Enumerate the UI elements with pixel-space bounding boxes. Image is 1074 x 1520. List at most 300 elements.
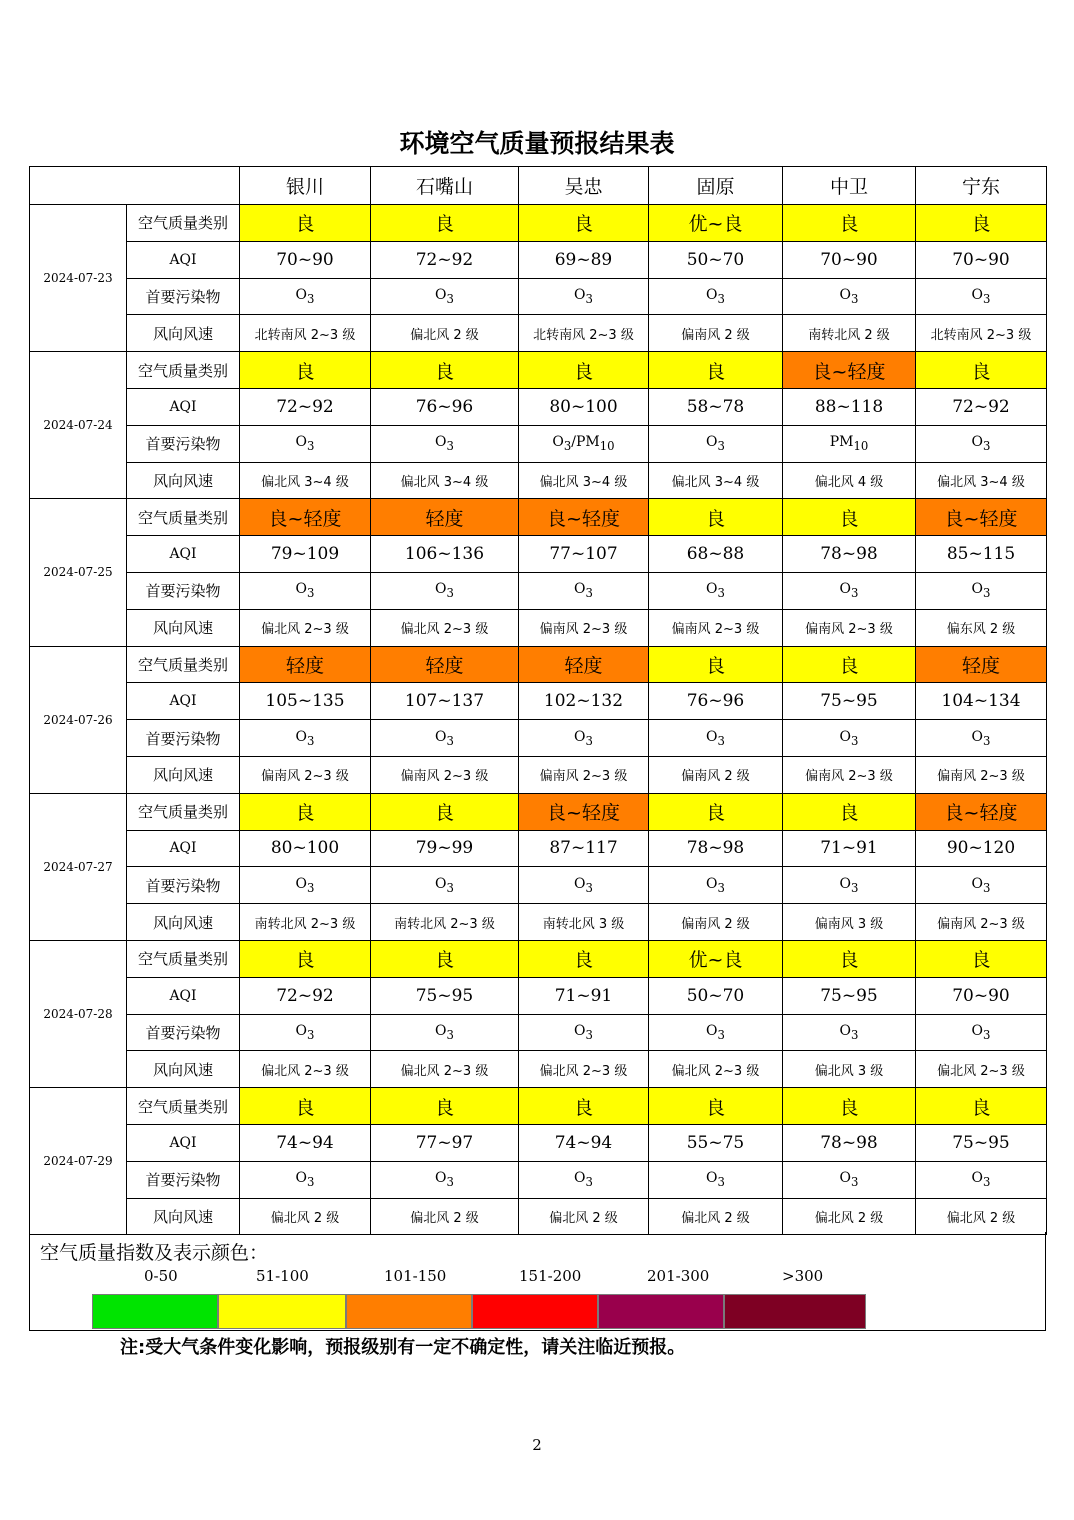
pollutant-subscript: 3 [307, 1175, 315, 1190]
wind-cell: 偏北风 2 级 [371, 1198, 519, 1235]
pollutant-name: O [435, 287, 447, 304]
primary-pollutant-cell [783, 572, 916, 609]
primary-pollutant-cell [371, 425, 519, 462]
pollutant-name: O [295, 287, 308, 304]
aqi-category-cell: 良 [519, 352, 649, 389]
aqi-category-cell: 良~轻度 [916, 499, 1047, 536]
pollutant-subscript: 3 [983, 880, 991, 895]
row-label-category: 空气质量类别 [127, 352, 240, 389]
pollutant-name: O [971, 581, 984, 598]
pollutant-name: O [435, 1170, 447, 1187]
forecast-date: 2024-07-28 [30, 940, 127, 1087]
pollutant-subscript: 3 [851, 586, 859, 601]
aqi-range-cell: 102~132 [519, 683, 649, 720]
pollutant-name: O [971, 728, 984, 745]
primary-pollutant-cell [519, 1014, 649, 1051]
primary-pollutant-cell [240, 572, 371, 609]
wind-cell: 偏南风 2~3 级 [240, 756, 371, 793]
pollutant-subscript: 3 [717, 291, 725, 306]
row-label-aqi: AQI [127, 683, 240, 720]
pollutant-name: O [295, 728, 308, 745]
wind-cell: 南转北风 3 级 [519, 904, 649, 941]
wind-cell: 偏南风 2~3 级 [783, 756, 916, 793]
primary-pollutant-cell [649, 572, 783, 609]
aqi-range-cell: 75~95 [371, 977, 519, 1014]
pollutant-name: O [295, 434, 308, 451]
legend-color-swatch [346, 1294, 472, 1329]
row-pollutant [30, 572, 1047, 609]
wind-cell: 偏南风 2~3 级 [519, 609, 649, 646]
primary-pollutant-cell [649, 720, 783, 757]
aqi-range-cell: 55~75 [649, 1124, 783, 1161]
pollutant-subscript: 3 [983, 1175, 991, 1190]
primary-pollutant-cell [519, 278, 649, 315]
pollutant-name: O [971, 1023, 984, 1040]
wind-cell: 偏北风 2 级 [783, 1198, 916, 1235]
pollutant-subscript: 3 [717, 439, 725, 454]
pollutant-name: O [435, 581, 447, 598]
wind-cell: 偏南风 2 级 [649, 756, 783, 793]
aqi-category-cell: 良~轻度 [240, 499, 371, 536]
pollutant-name: O [971, 287, 984, 304]
aqi-range-cell: 58~78 [649, 388, 783, 425]
legend-range-label: 201-300 [647, 1267, 710, 1285]
primary-pollutant-cell [916, 425, 1047, 462]
aqi-category-cell: 优~良 [649, 205, 783, 242]
wind-cell: 偏北风 2~3 级 [371, 609, 519, 646]
pollutant-subscript: 3 [446, 586, 454, 601]
row-aqi [30, 388, 1047, 425]
wind-cell: 偏南风 2~3 级 [916, 756, 1047, 793]
primary-pollutant-cell [240, 425, 371, 462]
wind-cell: 偏北风 3~4 级 [371, 462, 519, 499]
aqi-category-cell: 良 [783, 940, 916, 977]
aqi-range-cell: 107~137 [371, 683, 519, 720]
aqi-category-cell: 良 [240, 793, 371, 830]
primary-pollutant-cell [371, 572, 519, 609]
primary-pollutant-cell [240, 1161, 371, 1198]
header-row [30, 167, 1047, 205]
pollutant-name: O [839, 728, 852, 745]
aqi-category-cell: 良 [519, 940, 649, 977]
city-header: 银川 [240, 167, 371, 205]
forecast-date: 2024-07-27 [30, 793, 127, 940]
aqi-range-cell: 69~89 [519, 241, 649, 278]
pollutant-subscript: 3 [585, 1027, 593, 1042]
wind-cell: 偏北风 2 级 [371, 315, 519, 352]
pollutant-name: O [574, 287, 586, 304]
aqi-range-cell: 85~115 [916, 536, 1047, 573]
aqi-range-cell: 71~91 [783, 830, 916, 867]
aqi-category-cell: 良 [371, 1088, 519, 1125]
row-label-category: 空气质量类别 [127, 1088, 240, 1125]
primary-pollutant-cell [519, 867, 649, 904]
wind-cell: 偏北风 3~4 级 [649, 462, 783, 499]
row-label-category: 空气质量类别 [127, 646, 240, 683]
row-wind [30, 462, 1047, 499]
pollutant-subscript: 3 [446, 733, 454, 748]
row-label-aqi: AQI [127, 241, 240, 278]
aqi-range-cell: 70~90 [916, 977, 1047, 1014]
aqi-range-cell: 75~95 [916, 1124, 1047, 1161]
wind-cell: 偏南风 2~3 级 [916, 904, 1047, 941]
aqi-range-cell: 71~91 [519, 977, 649, 1014]
pollutant-subscript: 3 [585, 880, 593, 895]
pollutant-name: O [435, 728, 447, 745]
pollutant-subscript: 3 [563, 439, 572, 454]
aqi-category-cell: 良 [783, 499, 916, 536]
row-label-pollutant: 首要污染物 [127, 1161, 240, 1198]
aqi-category-cell: 良~轻度 [519, 499, 649, 536]
pollutant-name: O [552, 434, 564, 451]
pollutant-name: O [435, 875, 447, 892]
pollutant-name: PM [829, 434, 854, 451]
aqi-range-cell: 87~117 [519, 830, 649, 867]
wind-cell: 北转南风 2~3 级 [240, 315, 371, 352]
pollutant-subscript: 3 [851, 1027, 859, 1042]
aqi-category-cell: 良 [240, 1088, 371, 1125]
aqi-category-cell: 良 [240, 352, 371, 389]
aqi-category-cell: 轻度 [371, 499, 519, 536]
aqi-range-cell: 77~97 [371, 1124, 519, 1161]
row-pollutant [30, 425, 1047, 462]
legend-range-label: 101-150 [384, 1267, 447, 1285]
pollutant-name: O [706, 1023, 718, 1040]
row-label-category: 空气质量类别 [127, 793, 240, 830]
pollutant-subscript: 3 [717, 880, 725, 895]
pollutant-name: O [971, 1170, 984, 1187]
pollutant-name: O [295, 1170, 308, 1187]
pollutant-subscript: 3 [307, 733, 315, 748]
primary-pollutant-cell [783, 867, 916, 904]
city-header: 固原 [649, 167, 783, 205]
primary-pollutant-cell [783, 425, 916, 462]
row-category [30, 1088, 1047, 1125]
row-aqi [30, 977, 1047, 1014]
wind-cell: 偏北风 3 级 [783, 1051, 916, 1088]
pollutant-name: /PM [571, 434, 600, 451]
forecast-note: 注:受大气条件变化影响，预报级别有一定不确定性，请关注临近预报。 [120, 1337, 686, 1358]
aqi-range-cell: 80~100 [519, 388, 649, 425]
aqi-category-cell: 良 [783, 646, 916, 683]
primary-pollutant-cell [916, 572, 1047, 609]
pollutant-subscript: 3 [717, 1175, 725, 1190]
row-label-pollutant: 首要污染物 [127, 1014, 240, 1051]
pollutant-subscript: 3 [446, 439, 454, 454]
aqi-category-cell: 良 [916, 205, 1047, 242]
wind-cell: 偏北风 3~4 级 [916, 462, 1047, 499]
aqi-category-cell: 良~轻度 [916, 793, 1047, 830]
aqi-range-cell: 79~109 [240, 536, 371, 573]
primary-pollutant-cell [371, 720, 519, 757]
row-category [30, 352, 1047, 389]
legend-range-label: 51-100 [256, 1267, 309, 1285]
row-pollutant [30, 1161, 1047, 1198]
pollutant-subscript: 3 [446, 1175, 454, 1190]
legend-range-label: 151-200 [519, 1267, 582, 1285]
row-label-wind: 风向风速 [127, 756, 240, 793]
aqi-range-cell: 50~70 [649, 977, 783, 1014]
aqi-range-cell: 77~107 [519, 536, 649, 573]
wind-cell: 偏北风 2 级 [649, 1198, 783, 1235]
primary-pollutant-cell [240, 867, 371, 904]
wind-cell: 偏北风 4 级 [783, 462, 916, 499]
aqi-range-cell: 50~70 [649, 241, 783, 278]
pollutant-name: O [706, 434, 718, 451]
primary-pollutant-cell [519, 720, 649, 757]
row-label-pollutant: 首要污染物 [127, 867, 240, 904]
primary-pollutant-cell [371, 1014, 519, 1051]
aqi-range-cell: 74~94 [519, 1124, 649, 1161]
row-label-category: 空气质量类别 [127, 499, 240, 536]
row-label-aqi: AQI [127, 830, 240, 867]
aqi-range-cell: 72~92 [916, 388, 1047, 425]
wind-cell: 偏北风 2~3 级 [371, 1051, 519, 1088]
aqi-category-cell: 良 [649, 352, 783, 389]
primary-pollutant-cell [371, 278, 519, 315]
pollutant-subscript: 3 [983, 1027, 991, 1042]
primary-pollutant-cell [783, 1161, 916, 1198]
legend-range-label: 0-50 [144, 1267, 178, 1285]
primary-pollutant-cell [649, 278, 783, 315]
primary-pollutant-cell [916, 1161, 1047, 1198]
page-number: 2 [532, 1436, 542, 1454]
aqi-range-cell: 68~88 [649, 536, 783, 573]
aqi-range-cell: 70~90 [240, 241, 371, 278]
legend-title: 空气质量指数及表示颜色： [40, 1242, 269, 1264]
pollutant-name: O [435, 1023, 447, 1040]
wind-cell: 偏北风 2~3 级 [649, 1051, 783, 1088]
aqi-range-cell: 72~92 [240, 977, 371, 1014]
aqi-category-cell: 轻度 [240, 646, 371, 683]
row-aqi [30, 1124, 1047, 1161]
pollutant-name: O [706, 581, 718, 598]
aqi-category-cell: 良 [519, 205, 649, 242]
row-label-wind: 风向风速 [127, 904, 240, 941]
row-wind [30, 756, 1047, 793]
forecast-table [29, 166, 1047, 1235]
wind-cell: 偏北风 2~3 级 [519, 1051, 649, 1088]
aqi-range-cell: 70~90 [783, 241, 916, 278]
wind-cell: 偏东风 2 级 [916, 609, 1047, 646]
aqi-range-cell: 105~135 [240, 683, 371, 720]
aqi-category-cell: 良 [916, 940, 1047, 977]
aqi-category-cell: 轻度 [371, 646, 519, 683]
row-wind [30, 1051, 1047, 1088]
pollutant-name: O [706, 875, 718, 892]
aqi-range-cell: 80~100 [240, 830, 371, 867]
row-wind [30, 315, 1047, 352]
wind-cell: 偏北风 2~3 级 [240, 1051, 371, 1088]
aqi-legend [29, 1232, 1046, 1331]
wind-cell: 南转北风 2~3 级 [371, 904, 519, 941]
aqi-category-cell: 良 [240, 205, 371, 242]
pollutant-subscript: 3 [585, 291, 593, 306]
row-pollutant [30, 278, 1047, 315]
wind-cell: 南转北风 2 级 [783, 315, 916, 352]
wind-cell: 偏南风 2~3 级 [649, 609, 783, 646]
pollutant-name: O [971, 875, 984, 892]
aqi-range-cell: 78~98 [649, 830, 783, 867]
wind-cell: 偏南风 2~3 级 [519, 756, 649, 793]
legend-color-swatch [218, 1294, 346, 1329]
wind-cell: 北转南风 2~3 级 [519, 315, 649, 352]
aqi-range-cell: 104~134 [916, 683, 1047, 720]
wind-cell: 偏南风 2 级 [649, 315, 783, 352]
primary-pollutant-cell [916, 867, 1047, 904]
aqi-category-cell: 优~良 [649, 940, 783, 977]
pollutant-subscript: 3 [717, 1027, 725, 1042]
aqi-range-cell: 70~90 [916, 241, 1047, 278]
aqi-category-cell: 良 [649, 793, 783, 830]
pollutant-name: O [839, 581, 852, 598]
aqi-range-cell: 72~92 [240, 388, 371, 425]
row-wind [30, 1198, 1047, 1235]
pollutant-subscript: 3 [983, 291, 991, 306]
row-aqi [30, 241, 1047, 278]
pollutant-subscript: 3 [446, 880, 454, 895]
forecast-date: 2024-07-24 [30, 352, 127, 499]
pollutant-subscript: 3 [307, 291, 315, 306]
legend-color-swatch [598, 1294, 724, 1329]
wind-cell: 北转南风 2~3 级 [916, 315, 1047, 352]
legend-color-swatch [472, 1294, 598, 1329]
row-category [30, 499, 1047, 536]
aqi-category-cell: 轻度 [519, 646, 649, 683]
pollutant-subscript: 3 [585, 586, 593, 601]
pollutant-name: O [295, 581, 308, 598]
row-wind [30, 904, 1047, 941]
wind-cell: 偏南风 2~3 级 [371, 756, 519, 793]
row-label-aqi: AQI [127, 1124, 240, 1161]
wind-cell: 偏南风 2 级 [649, 904, 783, 941]
pollutant-name: O [574, 1023, 586, 1040]
city-header: 石嘴山 [371, 167, 519, 205]
city-header: 吴忠 [519, 167, 649, 205]
primary-pollutant-cell [371, 1161, 519, 1198]
aqi-category-cell: 良 [783, 1088, 916, 1125]
pollutant-subscript: 3 [307, 439, 315, 454]
wind-cell: 偏北风 2~3 级 [240, 609, 371, 646]
primary-pollutant-cell [916, 1014, 1047, 1051]
pollutant-subscript: 3 [446, 291, 454, 306]
pollutant-name: O [706, 1170, 718, 1187]
pollutant-subscript: 3 [851, 880, 859, 895]
aqi-category-cell: 良 [649, 499, 783, 536]
pollutant-name: O [574, 875, 586, 892]
wind-cell: 偏北风 2~3 级 [916, 1051, 1047, 1088]
row-label-category: 空气质量类别 [127, 940, 240, 977]
aqi-category-cell: 良 [783, 205, 916, 242]
aqi-range-cell: 88~118 [783, 388, 916, 425]
row-pollutant [30, 867, 1047, 904]
primary-pollutant-cell [649, 425, 783, 462]
primary-pollutant-cell [783, 1014, 916, 1051]
primary-pollutant-cell [240, 1014, 371, 1051]
row-label-pollutant: 首要污染物 [127, 278, 240, 315]
pollutant-name: O [295, 875, 308, 892]
aqi-category-cell: 良 [371, 352, 519, 389]
aqi-category-cell: 良~轻度 [783, 352, 916, 389]
row-label-wind: 风向风速 [127, 462, 240, 499]
row-label-pollutant: 首要污染物 [127, 720, 240, 757]
row-aqi [30, 683, 1047, 720]
row-category [30, 646, 1047, 683]
pollutant-subscript: 3 [307, 880, 315, 895]
pollutant-subscript: 10 [599, 439, 615, 454]
primary-pollutant-cell [649, 1161, 783, 1198]
forecast-date: 2024-07-25 [30, 499, 127, 646]
aqi-range-cell: 76~96 [371, 388, 519, 425]
primary-pollutant-cell [519, 1161, 649, 1198]
aqi-category-cell: 良~轻度 [519, 793, 649, 830]
aqi-category-cell: 轻度 [916, 646, 1047, 683]
wind-cell: 偏南风 2~3 级 [783, 609, 916, 646]
primary-pollutant-cell [916, 278, 1047, 315]
aqi-range-cell: 90~120 [916, 830, 1047, 867]
wind-cell: 偏北风 2 级 [519, 1198, 649, 1235]
wind-cell: 偏南风 3 级 [783, 904, 916, 941]
pollutant-subscript: 10 [853, 439, 869, 454]
aqi-range-cell: 76~96 [649, 683, 783, 720]
pollutant-subscript: 3 [851, 1175, 859, 1190]
pollutant-name: O [971, 434, 984, 451]
row-pollutant [30, 1014, 1047, 1051]
aqi-range-cell: 75~95 [783, 683, 916, 720]
forecast-date: 2024-07-23 [30, 205, 127, 352]
pollutant-subscript: 3 [307, 586, 315, 601]
row-category [30, 205, 1047, 242]
pollutant-name: O [839, 1023, 852, 1040]
pollutant-name: O [839, 287, 852, 304]
pollutant-subscript: 3 [851, 291, 859, 306]
row-pollutant [30, 720, 1047, 757]
forecast-date: 2024-07-26 [30, 646, 127, 793]
aqi-category-cell: 良 [371, 793, 519, 830]
city-header: 宁东 [916, 167, 1047, 205]
primary-pollutant-cell [519, 572, 649, 609]
pollutant-subscript: 3 [585, 733, 593, 748]
row-label-pollutant: 首要污染物 [127, 425, 240, 462]
pollutant-subscript: 3 [983, 586, 991, 601]
aqi-category-cell: 良 [916, 1088, 1047, 1125]
aqi-category-cell: 良 [649, 1088, 783, 1125]
row-aqi [30, 536, 1047, 573]
aqi-category-cell: 良 [240, 940, 371, 977]
row-category [30, 940, 1047, 977]
row-label-wind: 风向风速 [127, 315, 240, 352]
aqi-category-cell: 良 [916, 352, 1047, 389]
aqi-range-cell: 78~98 [783, 536, 916, 573]
legend-color-swatch [724, 1294, 866, 1329]
primary-pollutant-cell [240, 278, 371, 315]
pollutant-subscript: 3 [851, 733, 859, 748]
row-label-aqi: AQI [127, 536, 240, 573]
primary-pollutant-cell [783, 720, 916, 757]
aqi-range-cell: 75~95 [783, 977, 916, 1014]
aqi-category-cell: 良 [783, 793, 916, 830]
row-label-wind: 风向风速 [127, 1051, 240, 1088]
row-aqi [30, 830, 1047, 867]
wind-cell: 南转北风 2~3 级 [240, 904, 371, 941]
pollutant-subscript: 3 [446, 1027, 454, 1042]
pollutant-subscript: 3 [585, 1175, 593, 1190]
row-label-wind: 风向风速 [127, 609, 240, 646]
wind-cell: 偏北风 3~4 级 [240, 462, 371, 499]
aqi-category-cell: 良 [519, 1088, 649, 1125]
legend-color-swatch [92, 1294, 218, 1329]
primary-pollutant-cell [916, 720, 1047, 757]
